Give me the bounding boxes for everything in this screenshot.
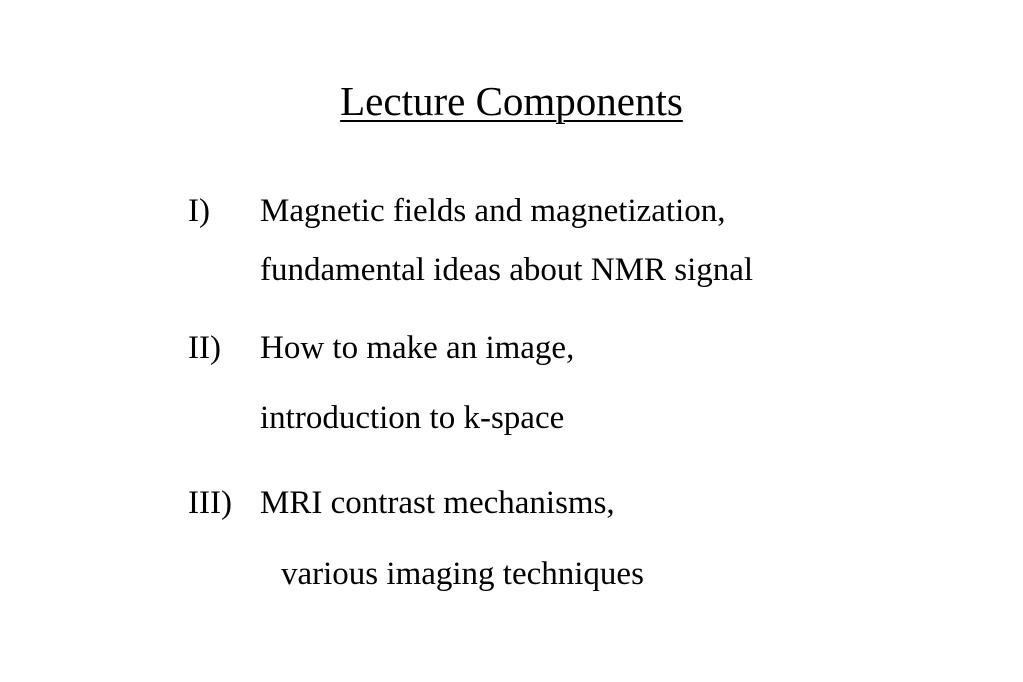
slide-title: Lecture Components: [340, 78, 683, 124]
item-number: II): [188, 330, 221, 366]
item-line-2: fundamental ideas about NMR signal: [260, 252, 754, 288]
item-line-1: How to make an image,: [260, 330, 575, 366]
item-line-2: various imaging techniques: [281, 556, 644, 592]
item-line-2: introduction to k-space: [260, 400, 565, 436]
item-line-1: Magnetic fields and magnetization,: [260, 193, 726, 229]
item-number: I): [188, 193, 210, 229]
item-line-1: MRI contrast mechanisms,: [260, 485, 615, 521]
item-number: III): [188, 485, 232, 521]
